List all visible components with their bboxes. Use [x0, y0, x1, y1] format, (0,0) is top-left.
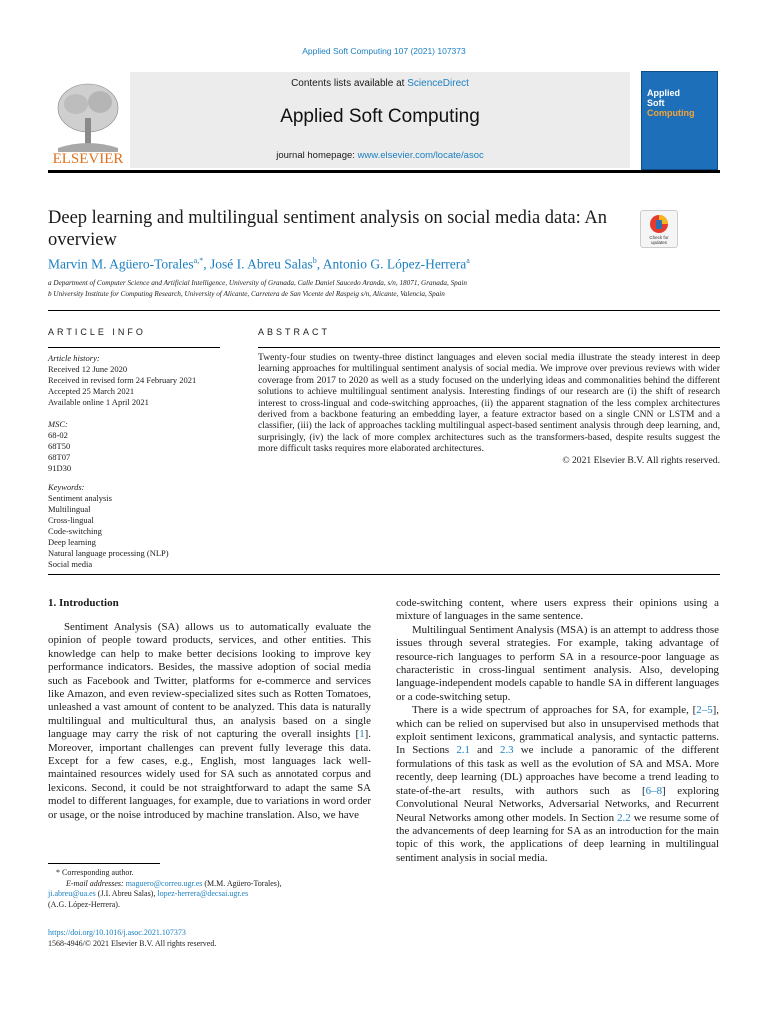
keywords — [48, 482, 220, 570]
author-name[interactable]: Antonio G. López-Herrera — [322, 256, 467, 272]
doi-block — [48, 928, 216, 949]
paragraph-text: ]. Moreover, important challenges can prevent fully leverage this data. Except for a few cases, e.g., English, most languages lack well-maintained resources widely used for SA such as annotated corpus and lexicons. Second, it could be not straightforward to adapt the same SA model to different languages, for example, due to variations in word order or usage, or the noise introduced by machine translation. Also, we have — [48, 728, 371, 821]
affiliation-b: b University Institute for Computing Research, University of Alicante, Carretera de San Vicente del Raspeig s/n, Alicante, Valencia, Spain — [48, 290, 445, 298]
paragraph-text: we resume some of the advancements of deep learning for SA as an introduction for the main topic of this work, the applications of deep learning in multilingual sentiment analysis in social media. — [396, 811, 719, 864]
article-info-heading: ARTICLE INFO — [48, 327, 146, 337]
header-rule — [48, 170, 720, 173]
article-info-rule — [48, 347, 220, 348]
keyword-item: Natural language processing (NLP) — [48, 548, 169, 558]
cover-line-2: Soft — [647, 98, 665, 108]
journal-cover-image — [641, 71, 718, 170]
author-list: Marvin M. Agüero-Torales$^{a,*}$, José I. Abreu Salas$^b$, Antonio G. López-Herrera$^a$ — [48, 256, 470, 272]
footnote-rule — [48, 863, 160, 864]
msc-item: 91D30 — [48, 463, 72, 473]
corresponding-label: Corresponding author. — [62, 868, 134, 877]
email-label: E-mail addresses: — [66, 878, 124, 888]
journal-homepage — [130, 150, 630, 161]
section-link[interactable]: 2.3 — [500, 744, 514, 757]
section-link[interactable]: 2.2 — [617, 811, 631, 824]
keyword-item: Multilingual — [48, 504, 91, 514]
email-link[interactable]: ji.abreu@ua.es — [48, 889, 96, 898]
abstract — [258, 352, 720, 466]
check-for-updates-badge[interactable] — [640, 210, 678, 248]
keyword-item: Cross-lingual — [48, 515, 94, 525]
paragraph-text: we include a panoramic of the different formulations of this task as well as the evolution of SA and MSA. More recently, deep learning (DL) approaches have become a trend leading to state-of-the-art results, with authors such as [ — [396, 744, 719, 797]
msc-item: 68T07 — [48, 452, 71, 462]
keyword-item: Deep learning — [48, 537, 96, 547]
corresponding-author-note — [48, 868, 378, 879]
author-affiliation-marker[interactable]: a,* — [193, 256, 204, 265]
email-owner: (A.G. López-Herrera). — [48, 899, 120, 909]
history-item: Received in revised form 24 February 2021 — [48, 375, 197, 385]
check-updates-icon — [649, 214, 669, 234]
author-name[interactable]: José I. Abreu Salas — [209, 256, 313, 272]
check-updates-label: Check for updates — [649, 235, 669, 245]
paragraph-text: ] exploring Convolutional Neural Networks, Adversarial Networks, and Recurrent Neural Networks among other models. In Section — [396, 784, 720, 824]
cover-line-1: Applied — [647, 88, 680, 98]
msc-label: MSC: — [48, 419, 68, 429]
article-title: Deep learning and multilingual sentiment analysis on social media data: An overview — [48, 208, 607, 250]
abstract-copyright: © 2021 Elsevier B.V. All rights reserved. — [562, 454, 720, 466]
keywords-label: Keywords: — [48, 482, 85, 492]
email-owner: (J.I. Abreu Salas), — [97, 889, 156, 898]
section-heading-introduction: 1. Introduction — [48, 597, 119, 609]
keyword-item: Sentiment analysis — [48, 493, 112, 503]
history-item: Available online 1 April 2021 — [48, 397, 149, 407]
sciencedirect-link[interactable]: ScienceDirect — [407, 78, 469, 89]
doi-link[interactable]: https://doi.org/10.1016/j.asoc.2021.107373 — [48, 928, 186, 937]
email-owner: (M.M. Agüero-Torales), — [204, 878, 282, 888]
journal-citation[interactable]: Applied Soft Computing 107 (2021) 107373 — [302, 46, 466, 56]
paragraph-text: Sentiment Analysis (SA) allows us to automatically evaluate the opinion of people toward products, services, and other entities. This knowledge can help to make better decisions looking to improve key performance indicators. Besides, the massive adoption of social media such as Facebook and Twitter, platforms for e-commerce and services like Amazon, and even review-specialized sites such as Rotten Tomatoes, unleashed a vast amount of content to be analyzed. This data is naturally multilingual and multicultural thus, an analysis based on a single language may carry the risk of not capturing the overall insights [ — [48, 621, 371, 741]
issn-line: 1568-4946/© 2021 Elsevier B.V. All rights reserved. — [48, 938, 217, 948]
cover-line-3: Computing — [647, 108, 695, 118]
msc-item: 68T50 — [48, 441, 71, 451]
homepage-prefix: journal homepage: — [276, 150, 358, 161]
journal-name: Applied Soft Computing — [280, 106, 480, 127]
author-name[interactable]: Marvin M. Agüero-Torales — [48, 256, 194, 272]
paragraph: code-switching content, where users express their opinions using a mixture of languages in the same sentence. — [396, 597, 719, 623]
footnote — [48, 868, 378, 910]
citation-link[interactable]: 1 — [359, 728, 365, 741]
keyword-item: Social media — [48, 559, 93, 569]
citation-link[interactable]: 6–8 — [645, 784, 663, 797]
paragraph: Multilingual Sentiment Analysis (MSA) is an attempt to address those issues through several strategies. For example, taking advantage of resource-rich languages to perform SA in a resource-poor language as characteristic in cross-lingual sentiment analysis. Also, developing language-independent models capable to handle SA in different languages or a code-switching setup. — [396, 623, 719, 703]
citation-link[interactable]: 2–5 — [696, 704, 713, 717]
paragraph-text: and — [469, 744, 500, 757]
email-line — [48, 889, 378, 900]
paragraph — [48, 621, 371, 822]
author-affiliation-marker[interactable]: b — [312, 256, 317, 265]
contents-prefix: Contents lists available at — [291, 78, 408, 89]
paragraph-text: There is a wide spectrum of approaches for SA, for example, [ — [412, 704, 697, 717]
msc-codes — [48, 419, 220, 474]
front-matter-rule — [48, 574, 720, 575]
section-link[interactable]: 2.1 — [456, 744, 470, 757]
email-link[interactable]: maguero@correo.ugr.es — [125, 878, 203, 888]
email-link[interactable]: lopez-herrera@decsai.ugr.es — [157, 889, 249, 898]
email-line — [48, 879, 378, 890]
elsevier-logo — [48, 74, 128, 166]
abstract-rule — [258, 347, 720, 348]
abstract-text: Twenty-four studies on twenty-three distinct languages and eleven social media illustrate the steady interest in deep learning approaches for multilingual sentiment analysis of social media. We improve over previous reviews with wider coverage from 2017 to 2020 as well as a study focused on the underlying ideas and commonalities behind the different solutions to achieve multilingual sentiment analysis. Interesting findings of our research are (i) the shift of research interest to cross-lingual and code-switching approaches, (ii) the apparent stagnation of the less complex architectures derived from a backbone featuring an embedding layer, a feature extractor based on a single CNN or LSTM and a classifier, (iii) the lack of approaches tackling multilingual aspect-based sentiment analysis through deep learning, and, surprisingly, (iv) the lack of more complex architectures such as the transformers-based, despite results suggest the more difficult tasks requires more elaborated architectures. — [258, 352, 720, 455]
history-label: Article history: — [48, 353, 100, 363]
msc-item: 68-02 — [48, 430, 68, 440]
history-item: Accepted 25 March 2021 — [48, 386, 135, 396]
paragraph — [396, 704, 719, 865]
keyword-item: Code-switching — [48, 526, 102, 536]
history-item: Received 12 June 2020 — [48, 364, 128, 374]
journal-cover-title — [647, 88, 695, 118]
author-affiliation-marker[interactable]: a — [466, 256, 470, 265]
abstract-heading: ABSTRACT — [258, 327, 331, 337]
body-right-column — [396, 597, 719, 865]
affiliation-a: a Department of Computer Science and Artificial Intelligence, University of Granada, Calle Daniel Saucedo Aranda, s/n, 18071, Granada, Spain — [48, 279, 467, 287]
paragraph-text: ], which can be relied on supervised but also in unsupervised methods that exploit sentiment lexicons, grammatical analysis, and syntactic patterns. In Sections — [396, 704, 719, 757]
article-history — [48, 353, 220, 408]
contents-line — [130, 78, 630, 89]
elsevier-wordmark: ELSEVIER — [52, 151, 124, 166]
homepage-link[interactable]: www.elsevier.com/locate/asoc — [357, 150, 484, 161]
footnote-star: * — [56, 868, 60, 877]
affiliation-rule — [48, 310, 720, 311]
body-left-column — [48, 621, 371, 822]
